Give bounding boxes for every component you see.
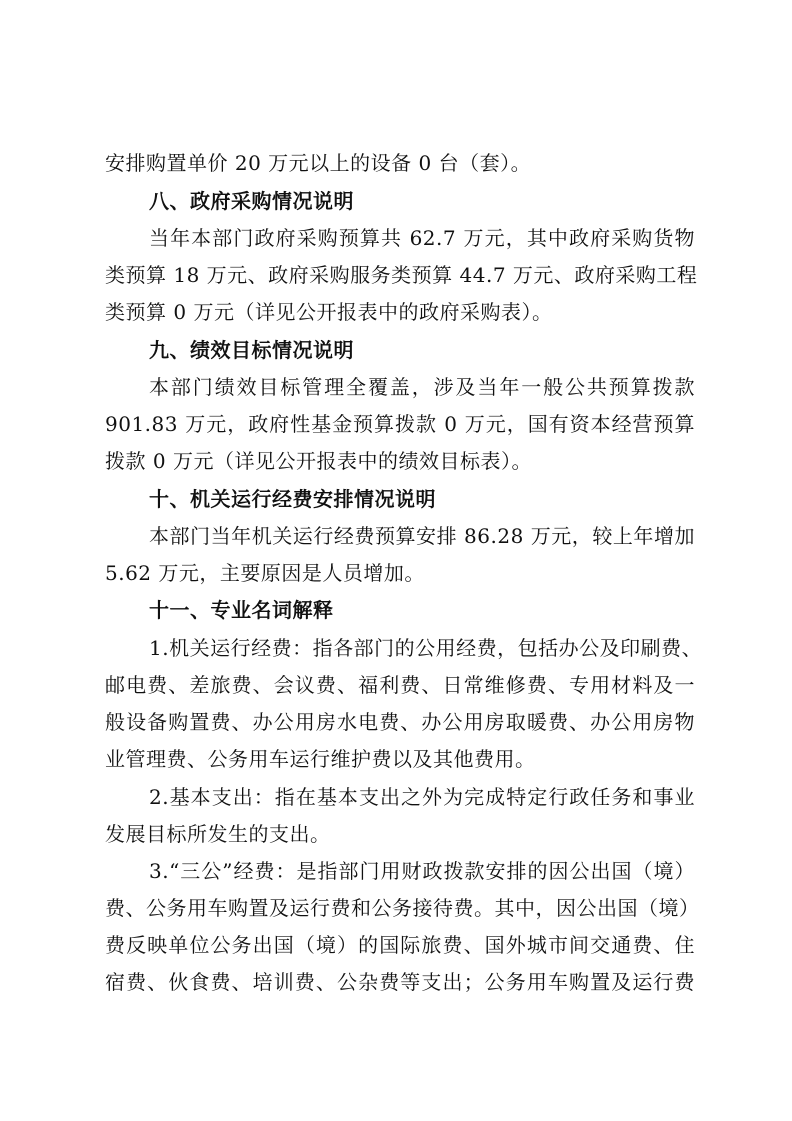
paragraph-line: 安排购置单价 20 万元以上的设备 0 台（套）。 xyxy=(105,151,532,175)
paragraph-line: 业管理费、公务用车运行维护费以及其他费用。 xyxy=(105,747,536,771)
paragraph-line: 般设备购置费、办公用房水电费、办公用房取暖费、办公用房物 xyxy=(105,710,695,734)
section-heading-operating-expenses: 十、机关运行经费安排情况说明 xyxy=(149,487,436,511)
section-heading-government-procurement: 八、政府采购情况说明 xyxy=(149,189,354,213)
paragraph-line: 1.机关运行经费：指各部门的公用经费，包括办公及印刷费、 xyxy=(149,636,703,660)
paragraph-line: 5.62 万元，主要原因是人员增加。 xyxy=(105,561,425,585)
paragraph-line: 本部门当年机关运行经费预算安排 86.28 万元，较上年增加 xyxy=(149,524,695,548)
paragraph-line: 发展目标所发生的支出。 xyxy=(105,822,331,846)
paragraph-line: 费反映单位公务出国（境）的国际旅费、国外城市间交通费、住 xyxy=(105,933,695,957)
paragraph-line: 901.83 万元，政府性基金预算拨款 0 万元，国有资本经营预算 xyxy=(105,412,695,436)
paragraph-line: 邮电费、差旅费、会议费、福利费、日常维修费、专用材料及一 xyxy=(105,673,695,697)
paragraph-line: 宿费、伙食费、培训费、公杂费等支出；公务用车购置及运行费 xyxy=(105,970,695,994)
paragraph-line: 费、公务用车购置及运行费和公务接待费。其中，因公出国（境） xyxy=(105,896,700,920)
paragraph-line: 3.“三公”经费：是指部门用财政拨款安排的因公出国（境） xyxy=(149,859,695,883)
section-heading-performance-goals: 九、绩效目标情况说明 xyxy=(149,338,354,362)
paragraph-line: 2.基本支出：指在基本支出之外为完成特定行政任务和事业 xyxy=(149,785,695,809)
paragraph-line: 本部门绩效目标管理全覆盖，涉及当年一般公共预算拨款 xyxy=(149,375,695,399)
paragraph-line: 类预算 18 万元、政府采购服务类预算 44.7 万元、政府采购工程 xyxy=(105,263,698,287)
section-heading-glossary: 十一、专业名词解释 xyxy=(149,598,334,622)
paragraph-line: 类预算 0 万元（详见公开报表中的政府采购表）。 xyxy=(105,300,553,324)
paragraph-line: 当年本部门政府采购预算共 62.7 万元，其中政府采购货物 xyxy=(149,226,695,250)
paragraph-line: 拨款 0 万元（详见公开报表中的绩效目标表）。 xyxy=(105,449,532,473)
